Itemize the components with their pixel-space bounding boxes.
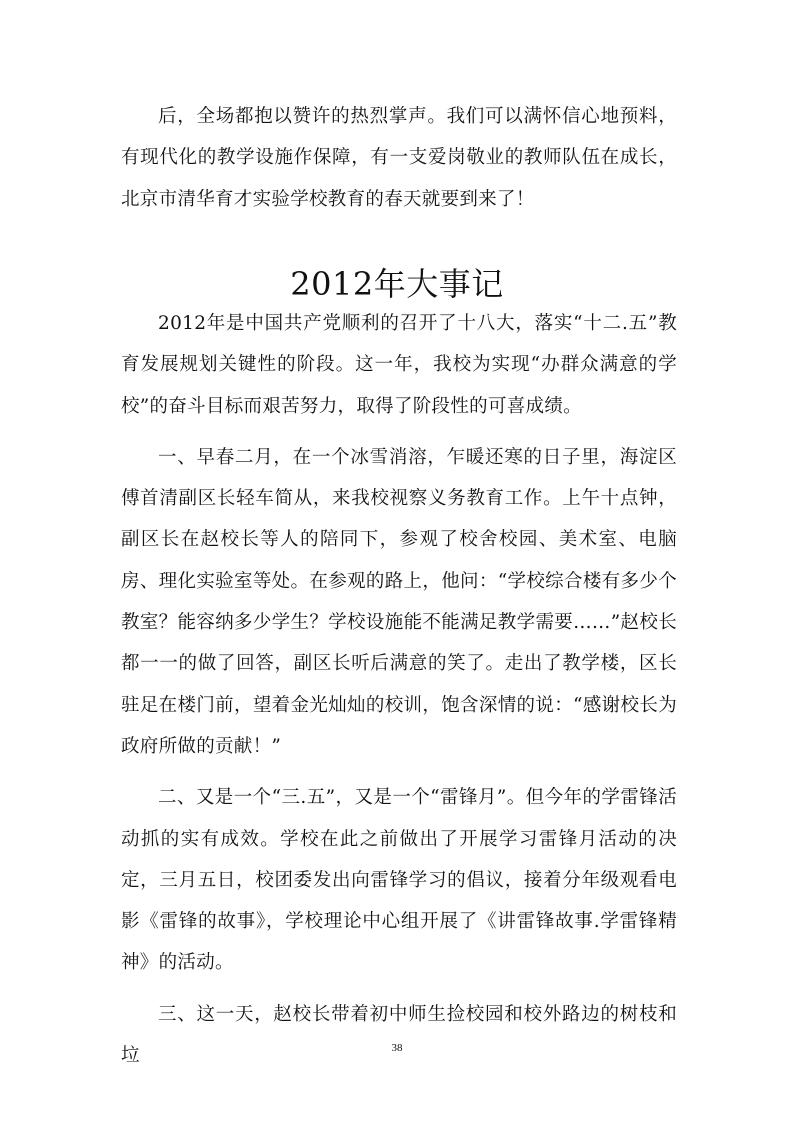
section-title: 2012年大事记 xyxy=(290,265,504,303)
event-paragraph-2: 二、又是一个“三.五”，又是一个“雷锋月”。但今年的学雷锋活动抓的实有成效。学校在此之前做出了开展学习雷锋月活动的决定，三月五日，校团委发出向雷锋学习的倡议，接着分年级观看电影《雷锋的故事》，学校理论中心组开展了《讲雷锋故事.学雷锋精神》的活动。 xyxy=(121,787,677,974)
section-body xyxy=(121,303,677,1076)
continuation-block xyxy=(121,96,677,220)
event-paragraph-1: 一、早春二月，在一个冰雪消溶，乍暖还寒的日子里，海淀区傅首清副区长轻车简从，来我校视察义务教育工作。上午十点钟，副区长在赵校长等人的陪同下，参观了校舍校园、美术室、电脑房、理化实验室等处。在参观的路上，他问：“学校综合楼有多少个教室？能容纳多少学生？学校设施能不能满足教学需要……”赵校长都一一的做了回答，副区长听后满意的笑了。走出了教学楼，区长驻足在楼门前，望着金光灿灿的校训，饱含深情的说：“感谢校长为政府所做的贡献！” xyxy=(121,446,677,757)
event-paragraph-3: 三、这一天，赵校长带着初中师生捡校园和校外路边的树枝和垃 xyxy=(121,1003,677,1067)
intro-paragraph: 2012年是中国共产党顺利的召开了十八大，落实“十二.五”教育发展规划关键性的阶段。这一年，我校为实现“办群众满意的学校”的奋斗目标而艰苦努力，取得了阶段性的可喜成绩。 xyxy=(121,313,677,417)
continuation-paragraph: 后，全场都抱以赞许的热烈掌声。我们可以满怀信心地预料，有现代化的教学设施作保障，有一支爱岗敬业的教师队伍在成长，北京市清华育才实验学校教育的春天就要到来了！ xyxy=(121,106,677,210)
page-number: 38 xyxy=(391,1042,403,1054)
